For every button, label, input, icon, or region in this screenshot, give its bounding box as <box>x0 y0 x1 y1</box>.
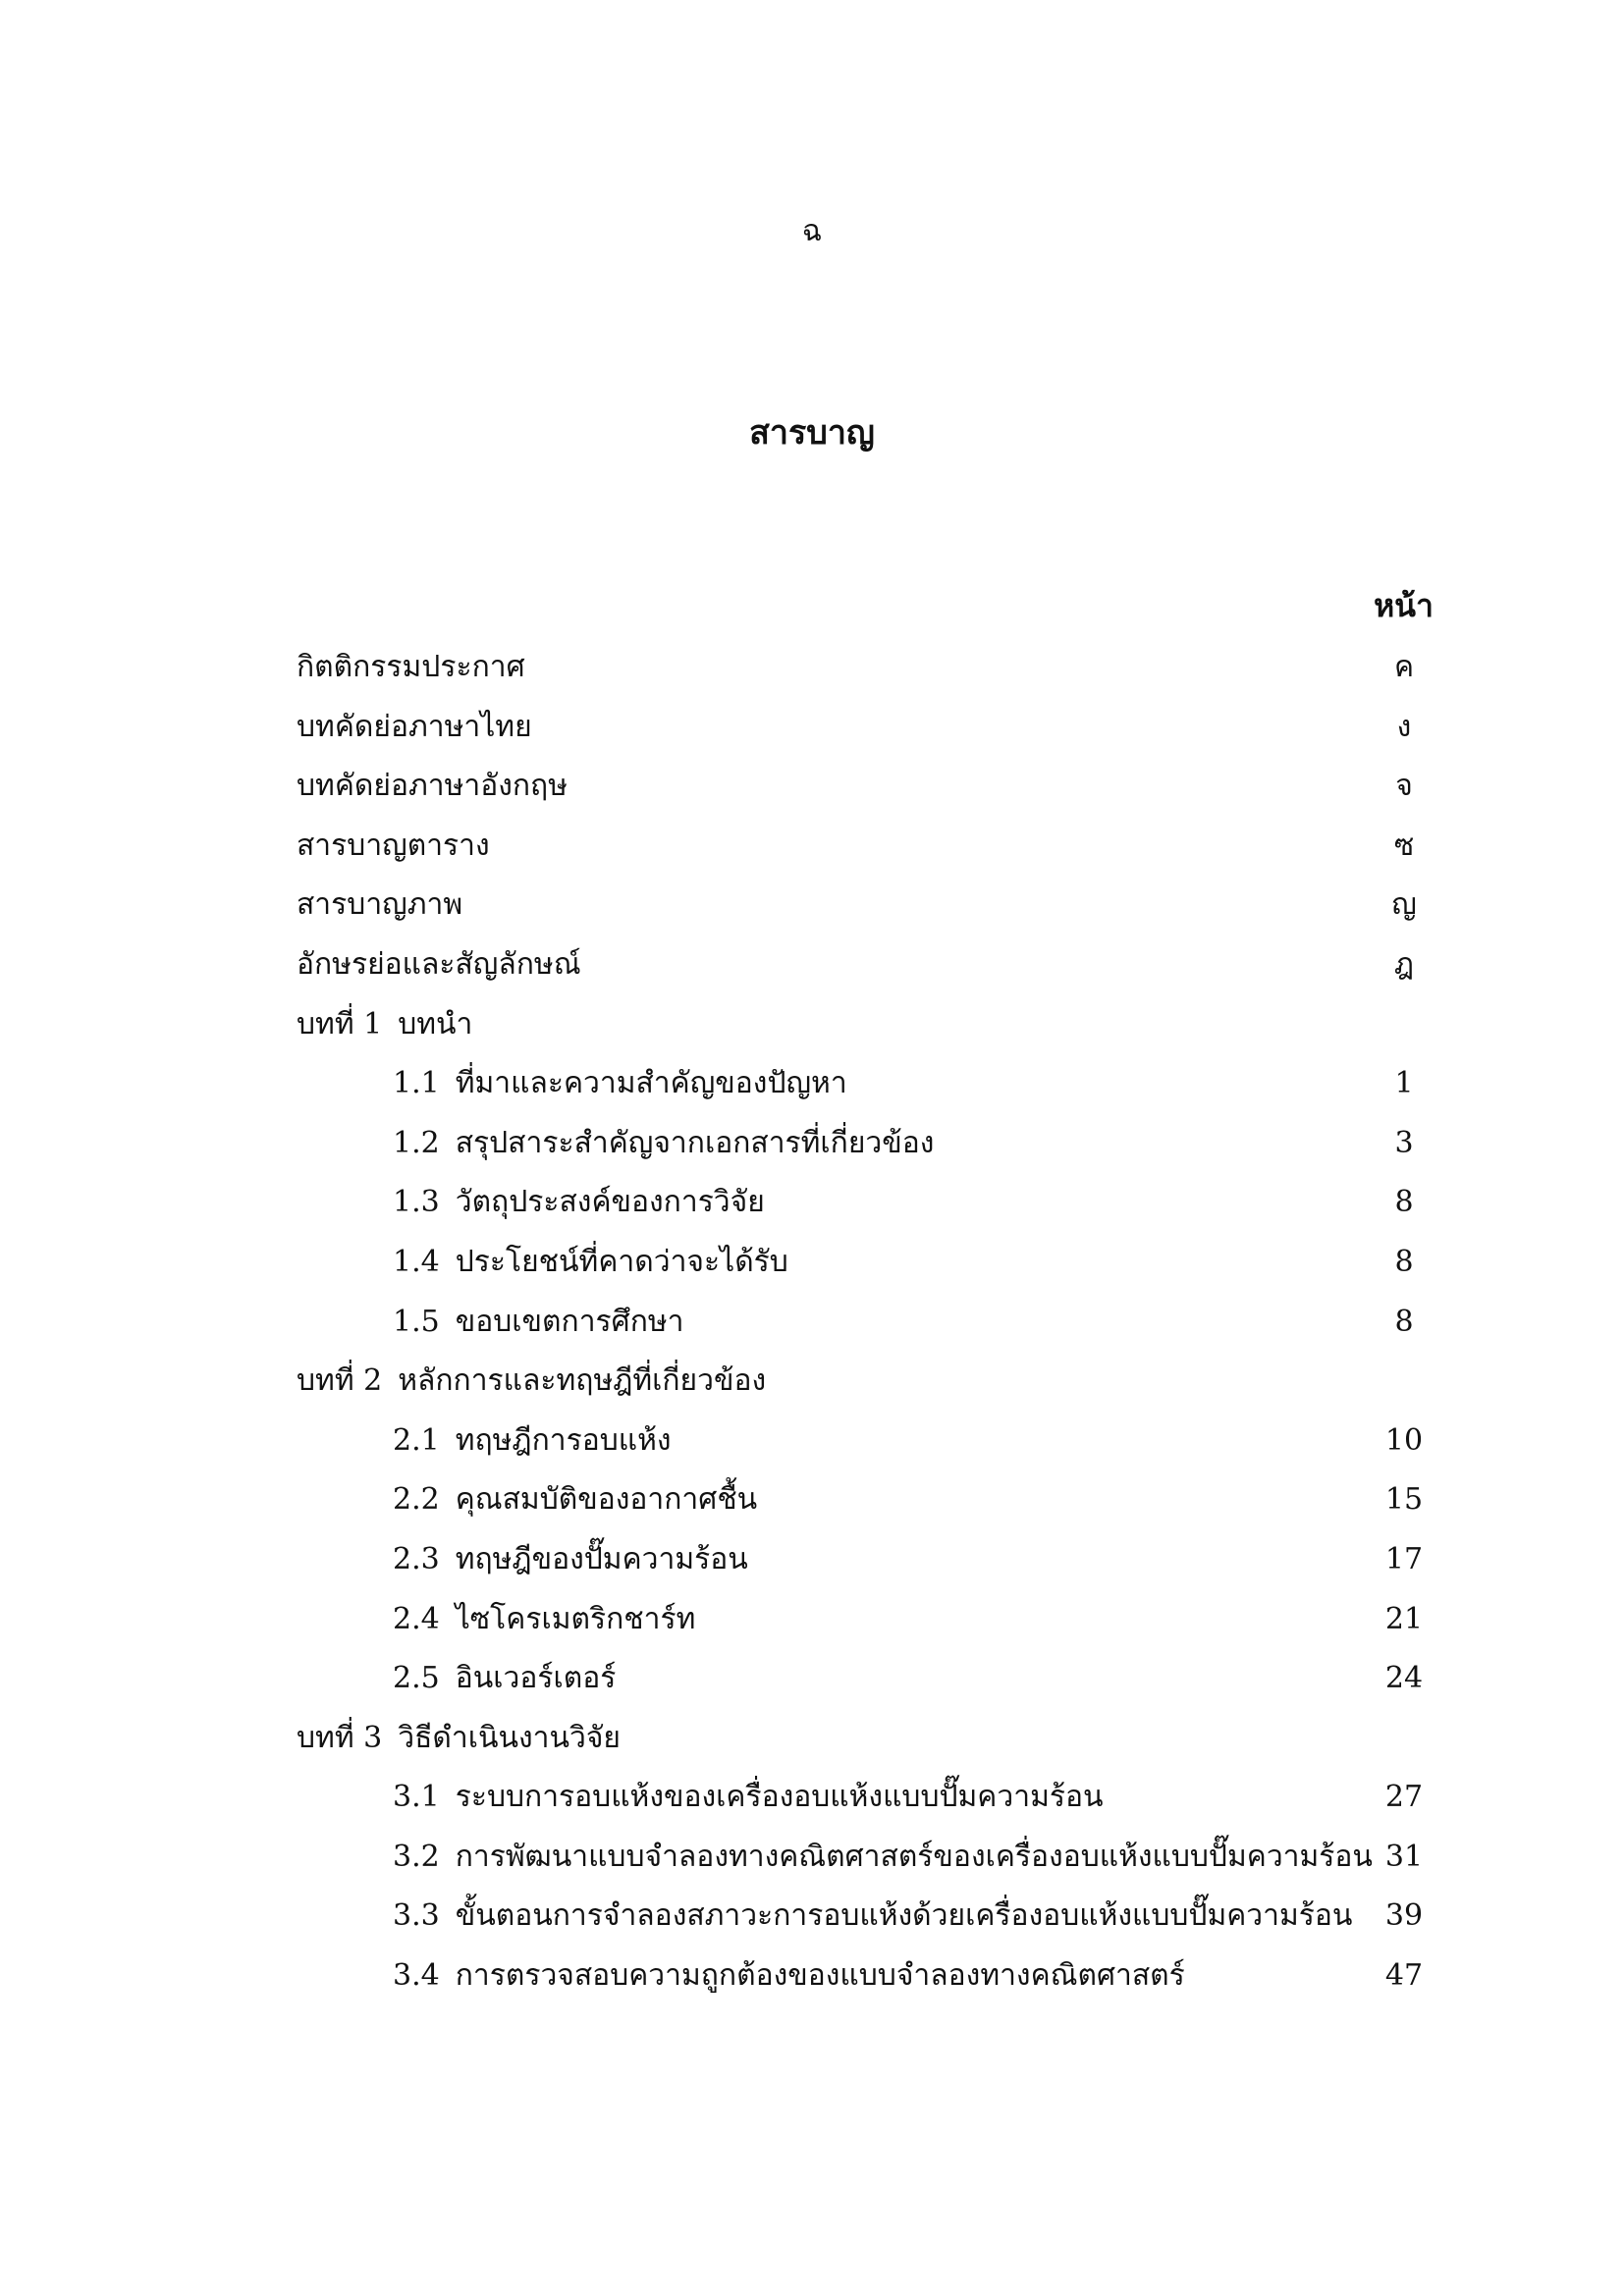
toc-entry-page: ฎ <box>1393 946 1415 982</box>
toc-entry-title: วิธีดำเนินงานวิจัย <box>398 1720 621 1755</box>
toc-entry-title: บทนำ <box>398 1006 473 1041</box>
toc-entry-number: 3.3 <box>393 1898 440 1934</box>
toc-entry <box>297 1412 1434 1471</box>
toc-entry-title: ขอบเขตการศึกษา <box>455 1304 684 1339</box>
toc-entry <box>297 876 1434 935</box>
toc-entry-number: บทที่ 1 <box>297 1006 383 1041</box>
toc-entry <box>297 1887 1434 1947</box>
toc-entry-title: การตรวจสอบความถูกต้องของแบบจำลองทางคณิตศาสตร์ <box>455 1958 1185 1994</box>
toc-entry <box>297 1233 1434 1293</box>
toc-entry-page: 8 <box>1394 1185 1414 1220</box>
toc-entry-page: จ <box>1395 769 1413 804</box>
toc-entry-page: ง <box>1396 709 1412 744</box>
toc-entry <box>297 1114 1434 1174</box>
toc-entry <box>297 1709 1434 1769</box>
toc-entry <box>297 1293 1434 1353</box>
toc-entry <box>297 995 1434 1055</box>
toc-entry-page: 8 <box>1394 1244 1414 1279</box>
toc-entry-title: กิตติกรรมประกาศ <box>297 650 525 684</box>
toc-entry-number: 2.5 <box>393 1661 440 1696</box>
toc-entry-number: 1.3 <box>393 1185 440 1220</box>
toc-entry-page: 47 <box>1384 1958 1424 1994</box>
toc-entry <box>297 817 1434 877</box>
toc-entry-page: 15 <box>1384 1482 1424 1518</box>
toc-entry-number: 3.1 <box>393 1780 440 1815</box>
toc-entry <box>297 1649 1434 1709</box>
toc-entry-title: หลักการและทฤษฎีที่เกี่ยวข้อง <box>398 1363 767 1399</box>
toc-entry-title: ประโยชน์ที่คาดว่าจะได้รับ <box>455 1244 788 1279</box>
toc-entry-number: 1.1 <box>393 1066 440 1101</box>
toc-entry-page: 3 <box>1394 1125 1414 1160</box>
toc-entry-number: 3.2 <box>393 1839 440 1874</box>
toc-entry-number: บทที่ 3 <box>297 1720 383 1755</box>
toc-entry-page: 24 <box>1384 1661 1424 1696</box>
toc-entry-number: บทที่ 2 <box>297 1363 383 1399</box>
toc-entry-title: การพัฒนาแบบจำลองทางคณิตศาสตร์ของเครื่องอบแห้งแบบปั๊มความร้อน <box>455 1839 1373 1874</box>
toc-entry-number: 2.4 <box>393 1601 440 1636</box>
toc-entry-title: สารบาญภาพ <box>297 887 463 923</box>
toc-entry-title: สรุปสาระสำคัญจากเอกสารที่เกี่ยวข้อง <box>455 1125 935 1160</box>
toc-entry-title: อินเวอร์เตอร์ <box>455 1661 617 1696</box>
page-column-header: หน้า <box>1374 587 1434 624</box>
toc-entry-page: 1 <box>1394 1066 1414 1101</box>
toc-entry-page: 27 <box>1384 1780 1424 1815</box>
toc-entry <box>297 1590 1434 1650</box>
page-title: สารบาญ <box>749 413 875 453</box>
toc-entry-number: 2.3 <box>393 1541 440 1576</box>
toc-entry <box>297 935 1434 995</box>
toc-entry <box>297 1768 1434 1828</box>
page-number: ฉ <box>801 214 823 248</box>
toc-entry-number: 2.1 <box>393 1422 440 1458</box>
toc-entry-page: ซ <box>1393 828 1415 863</box>
toc-entry-title: ไซโครเมตริกชาร์ท <box>455 1601 696 1636</box>
toc-entry-number: 3.4 <box>393 1958 440 1994</box>
toc-entry-number: 1.2 <box>393 1125 440 1160</box>
toc-entry <box>297 1947 1434 2006</box>
toc-entry-title: ทฤษฎีของปั๊มความร้อน <box>455 1541 748 1576</box>
toc-entry-page: ค <box>1393 650 1415 684</box>
toc-entry-page: 31 <box>1384 1839 1424 1874</box>
toc-entry <box>297 1054 1434 1114</box>
toc-entry-number: 2.2 <box>393 1482 440 1518</box>
toc-entry-title: ระบบการอบแห้งของเครื่องอบแห้งแบบปั๊มความร้อน <box>455 1780 1104 1815</box>
toc-entry-page: 17 <box>1384 1541 1424 1576</box>
toc-entry <box>297 1530 1434 1590</box>
table-of-contents <box>297 638 1434 2006</box>
toc-entry-title: ที่มาและความสำคัญของปัญหา <box>455 1066 847 1101</box>
toc-entry <box>297 1470 1434 1530</box>
toc-entry-title: ขั้นตอนการจำลองสภาวะการอบแห้งด้วยเครื่องอบแห้งแบบปั๊มความร้อน <box>455 1898 1353 1934</box>
toc-entry-title: คุณสมบัติของอากาศชื้น <box>455 1482 758 1518</box>
toc-entry-title: วัตถุประสงค์ของการวิจัย <box>455 1185 765 1220</box>
toc-entry <box>297 698 1434 758</box>
toc-entry-number: 1.4 <box>393 1244 440 1279</box>
toc-entry-title: บทคัดย่อภาษาไทย <box>297 709 532 744</box>
toc-entry-number: 1.5 <box>393 1304 440 1339</box>
toc-entry-page: ญ <box>1391 887 1417 923</box>
toc-entry <box>297 638 1434 698</box>
toc-entry <box>297 1173 1434 1233</box>
toc-entry-page: 21 <box>1384 1601 1424 1636</box>
toc-entry-page: 8 <box>1394 1304 1414 1339</box>
toc-entry-title: บทคัดย่อภาษาอังกฤษ <box>297 769 568 804</box>
toc-entry-page: 39 <box>1384 1898 1424 1934</box>
toc-entry-page: 10 <box>1384 1422 1424 1458</box>
toc-entry-title: อักษรย่อและสัญลักษณ์ <box>297 946 581 982</box>
toc-entry-title: ทฤษฎีการอบแห้ง <box>455 1422 672 1458</box>
toc-entry <box>297 1352 1434 1412</box>
toc-entry-title: สารบาญตาราง <box>297 828 490 863</box>
toc-entry <box>297 757 1434 817</box>
toc-entry <box>297 1828 1434 1888</box>
